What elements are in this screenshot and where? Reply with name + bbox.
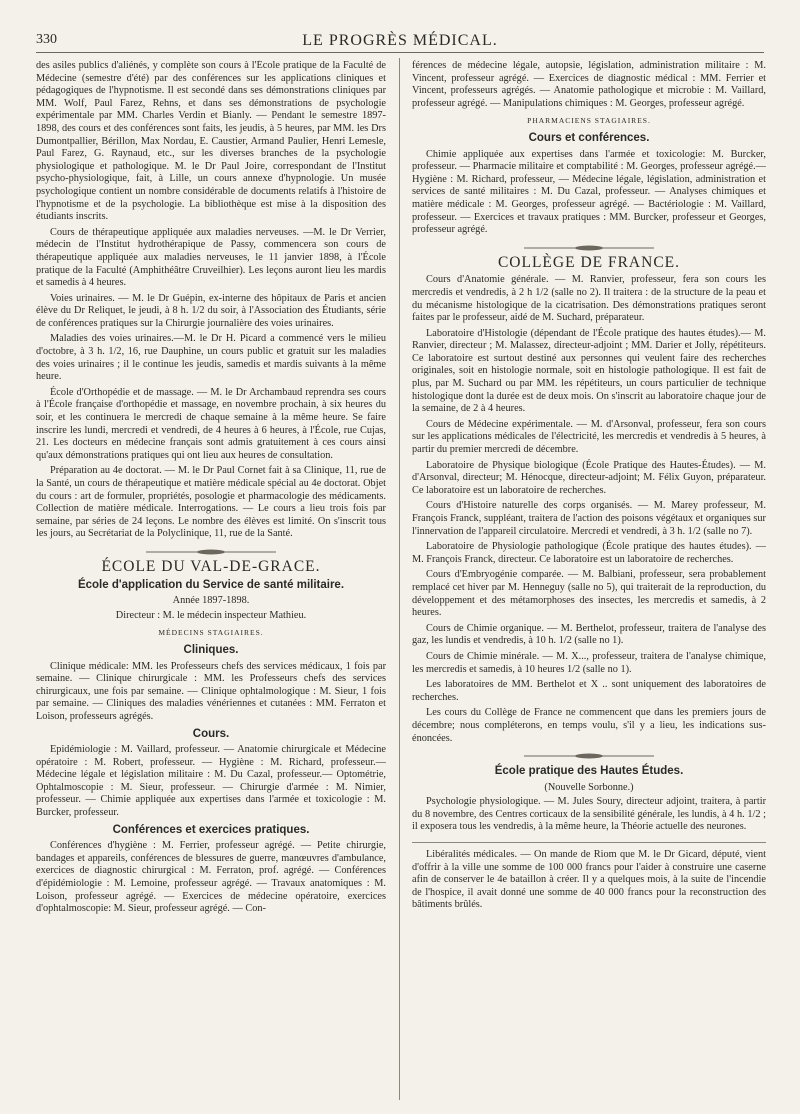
cours-heading: Cours. bbox=[192, 727, 230, 740]
paragraph: Cours de thérapeutique appliquée aux maladies nerveuses. —M. le Dr Verrier, médecin de l'Institut hydrothérapique de Passy, commencera son cours de thérapeutique appliquée aux maladies nerveuses, le 11 janvier 1898, à l'École pratique de la Faculté (Amphithéâtre Cruveilhier). Les leçons auront lieu les mardis et samedis à 4 heures. bbox=[36, 226, 386, 289]
ornament-divider bbox=[524, 753, 654, 759]
paragraph: Préparation au 4e doctorat. — M. le Dr Paul Cornet fait à sa Clinique, 11, rue de la Santé, un cours de thérapeutique et matière médicale spécial au 4e doctorat. Objet du cours : art de formuler, propriétés, posologie et pharmacologie des médicaments. Collection de matière médicale. Interrogations. — Le cours a lieu trois fois par semaine, par séries de 24 leçons. Le nombre des élèves est limité. On s'inscrit tous les jours, au Secrétariat de la Polyclinique, 11, rue de la Santé. bbox=[36, 465, 386, 540]
paragraph: Maladies des voies urinaires.—M. le Dr H. Picard a commencé vers le milieu d'octobre, à 3 h. 1/2, 16, rue Dauphine, un cours public et gratuit sur les maladies des voies urinaires ; il le continue les jeudis, samedis et mardis suivants à la même heure. bbox=[36, 333, 386, 383]
page-header bbox=[36, 30, 764, 53]
paragraph: Conférences d'hygiène : M. Ferrier, professeur agrégé. — Petite chirurgie, bandages et appareils, conférences de blessures de guerre, manœuvres d'ambulance, exercices de diagnostic chirurgical : M. Ferraton, prof. agrégé. — Conférences d'épidémiologie : M. Lemoine, professeur agrégé. — Travaux anatomiques : M. Loison, professeur agrégé. — Exercices de médecine opératoire, exercices d'ophtalmoscopie: M. Sieur, professeur agrégé. — Con- bbox=[36, 840, 386, 915]
right-column bbox=[412, 60, 766, 1100]
paragraph: Cours de Médecine expérimentale. — M. d'Arsonval, professeur, fera son cours sur les applications médicales de l'électricité, les mercredis et vendredis à 5 heures, à partir du premier mercredi de décembre. bbox=[412, 418, 766, 456]
horizontal-rule bbox=[412, 842, 766, 843]
paragraph: Laboratoire de Physiologie pathologique (École pratique des hautes études). — M. François Franck, directeur. Ce laboratoire est un laboratoire de recherches. bbox=[412, 541, 766, 565]
paragraph: Cours d'Histoire naturelle des corps organisés. — M. Marey professeur, M. François Franck, suppléant, traitera de l'action des poisons végétaux et organiques sur l'innervation de l'appareil circulatoire. Mercredi et vendredi, à 3 h. 1/2 (salle no 7). bbox=[412, 500, 766, 537]
section-title-college-de-france: COLLÈGE DE FRANCE. bbox=[497, 253, 681, 271]
paragraph: Laboratoire de Physique biologique (École Pratique des Hautes-Études). — M. d'Arsonval, directeur; M. Hénocque, directeur-adjoint; M. Félix Guyon, préparateur. Ce laboratoire est un laboratoire de recherches. bbox=[412, 459, 766, 496]
page-number: 330 bbox=[36, 32, 57, 47]
academic-year: Année 1897-1898. bbox=[172, 595, 250, 607]
ornament-divider bbox=[524, 245, 654, 251]
paragraph: Psychologie physiologique. — M. Jules Soury, directeur adjoint, traitera, à partir du 8 novembre, des Centres corticaux de la sensibilité générale, les lundis, à 4 h. 1/2 ; il exposera tous les vendredis, à la même heure, la Théorie actuelle des neurones. bbox=[412, 796, 766, 833]
paragraph: Les cours du Collège de France ne commencent que dans les premiers jours de décembre; nous compléterons, en temps voulu, s'il y a lieu, les indications sus-énoncées. bbox=[412, 707, 766, 744]
section-title-hautes-etudes: École pratique des Hautes Études. bbox=[494, 765, 684, 778]
section-subtitle: École d'application du Service de santé militaire. bbox=[77, 578, 345, 591]
paragraph: Libéralités médicales. — On mande de Riom que M. le Dr Gicard, député, vient d'offrir à la ville une somme de 100 000 francs pour l'aider à construire une caserne afin de conserver le 4e bataillon à créer. Il y a quelques mois, à la suite de l'incendie de l'hospice, il avait donné une somme de 40 000 francs pour la reconstruction des bâtiments brûlés. bbox=[412, 849, 766, 911]
pharmaciens-heading: PHARMACIENS STAGIAIRES. bbox=[527, 116, 651, 126]
cliniques-heading: Cliniques. bbox=[183, 643, 239, 656]
paragraph: Laboratoire d'Histologie (dépendant de l'École pratique des hautes études).— M. Ranvier, directeur ; M. Malassez, directeur-adjoint ; MM. Darier et Jolly, répétiteurs. Ce laboratoire est surtout destiné aux personnes qui veulent faire des recherches originales, soit en histologie normale, soit en histologie pathologique. Il est fait de plus, par M. Suchard ou par MM. les répétiteurs, un cours particulier de technique histologique dont la durée est de deux mois. On s'inscrit au laboratoire chaque jour de la semaine, de 2 à 4 heures. bbox=[412, 327, 766, 415]
ornament-divider bbox=[146, 549, 276, 555]
paragraph: Clinique médicale: MM. les Professeurs chefs des services médicaux, 1 fois par semaine. — Clinique chirurgicale : MM. les Professeurs chefs des services chirurgicaux, une fois par semaine. — Clinique ophtalmologique : M. Sieur, 1 fois par semaine. — Cliniques des maladies vénériennes et cutanées : MM. Ferraton et Loison, professeurs agrégés. bbox=[36, 660, 386, 722]
paragraph: Cours d'Anatomie générale. — M. Ranvier, professeur, fera son cours les mercredis et vendredis, à 2 h 1/2 (salle no 2). Il traitera : de la structure de la peau et du mécanisme histologique de la cicatrisation. Des démonstrations pratiques seront faites par le professeur, aidé de M. Suchard, préparateur. bbox=[412, 274, 766, 324]
paragraph: Cours de Chimie organique. — M. Berthelot, professeur, traitera de l'analyse des gaz, les lundis et vendredis, à 10 h. 1/2 (salle no 1). bbox=[412, 622, 766, 647]
paragraph: Voies urinaires. — M. le Dr Guépin, ex-interne des hôpitaux de Paris et ancien élève du Dr Reliquet, le jeudi, à 8 h. 1/2 du soir, à l'Association des Étudiants, série de conférences pratiques sur la Chirurgie journalière des voies urinaires. bbox=[36, 292, 386, 329]
stagiaires-heading: MÉDECINS STAGIAIRES. bbox=[158, 628, 264, 638]
column-divider bbox=[399, 58, 400, 1100]
paragraph: Cours d'Embryogénie comparée. — M. Balbiani, professeur, sera probablement remplacé cet hiver par M. Henneguy (salle no 5), qui traiterait de la reproduction, du développement et des métamorphoses des insectes, les mercredis et samedis, à 2 heures. bbox=[412, 569, 766, 619]
paragraph: des asiles publics d'aliénés, y complète son cours à l'École pratique de la Faculté de Médecine (semestre d'été) par des conférences sur les applications cliniques et pédagogiques de l'hypnotisme. Il est secondé dans ses démonstrations cliniques par MM. Wolf, Paul Farez, Rehns, et dans ses démonstrations de psychologie expérimentale par MM. Charles Verdin et Bianly. — Pendant le semestre 1897-1898, des cours et des conférences sont faits, les jeudis, à 5 heures, par MM. les Drs Dumontpallier, Bérillon, Max Nordau, E. Caustier, Armand Paulier, Henri Lemesle, Paul Farez, G. Raynaud, etc., sur les diverses branches de la psychologie physiologique et pathologique. M. le Dr Paul Joire, correspondant de l'Institut psycho-physiologique, fait, à Lille, un cours annexe d'hypnologie. Un musée psychologique contient un nombre considérable de documents relatifs à l'histoire de l'hypnotisme et de la psychologie. La bibliothèque est mise à la disposition des étudiants inscrits. bbox=[36, 60, 386, 223]
journal-title: LE PROGRÈS MÉDICAL. bbox=[302, 32, 498, 49]
paragraph: Chimie appliquée aux expertises dans l'armée et toxicologie: M. Burcker, professeur. — Pharmacie militaire et comptabilité : M. Georges, professeur agrégé.— Hygiène : M. Richard, professeur, — Médecine légale, législation, administration et services de santé militaires : M. Du Cazal, professeur. — Analyses chimiques et matière médicale : M. Georges, professeur agrégé. — Bactériologie : M. Vaillard, professeur. — Exercices et travaux pratiques : MM. Burcker, professeur et Georges, professeur agrégé. bbox=[412, 148, 766, 236]
paragraph: Epidémiologie : M. Vaillard, professeur. — Anatomie chirurgicale et Médecine opératoire : M. Robert, professeur. — Hygiène : M. Richard, professeur.— Médecine légale et législation militaire : M. Du Cazal, professeur.— Optométrie, Ophtalmoscopie : M. Sieur, professeur. — Chirurgie d'armée : M. Nimier, professeur. — Chimie appliquée aux expertises dans l'armée et toxicologie : M. Burcker, professeur. bbox=[36, 744, 386, 819]
left-column bbox=[36, 60, 386, 1100]
director-line: Directeur : M. le médecin inspecteur Mathieu. bbox=[115, 609, 307, 621]
pharmaciens-subheading: Cours et conférences. bbox=[528, 131, 650, 144]
paragraph: École d'Orthopédie et de massage. — M. le Dr Archambaud reprendra ses cours à l'École française d'orthopédie et massage, en novembre prochain, à six heures du soir, et les continuera le mercredi de chaque semaine à la même heure. Se faire inscrire les lundi, mercredi et vendredi, de 4 heures à 6 heures, à l'École, rue Cujas, 21. Les docteurs en médecine français sont admis gratuitement à ces cours ainsi qu'aux démonstrations pratiques qui ont lieu aux heures de consultation. bbox=[36, 386, 386, 461]
conferences-heading: Conférences et exercices pratiques. bbox=[112, 823, 310, 836]
section-title-val-de-grace: ÉCOLE DU VAL-DE-GRACE. bbox=[101, 557, 321, 575]
paragraph: Cours de Chimie minérale. — M. X..., professeur, traitera de l'analyse chimique, les mercredis et samedis, à 10 heures 1/2 (salle no 1). bbox=[412, 650, 766, 675]
paragraph: Les laboratoires de MM. Berthelot et X .. sont uniquement des laboratoires de recherches. bbox=[412, 679, 766, 703]
section-subtitle: (Nouvelle Sorbonne.) bbox=[544, 781, 634, 793]
paragraph: férences de médecine légale, autopsie, législation, administration militaire : M. Vincent, professeur agrégé. — Exercices de diagnostic médical : MM. Ferrier et Vincent, professeurs agrégés. — Anatomie pathologique et microbie : M. Vaillard, professeur agrégé. — Manipulations chimiques : M. Georges, professeur agrégé. bbox=[412, 60, 766, 109]
